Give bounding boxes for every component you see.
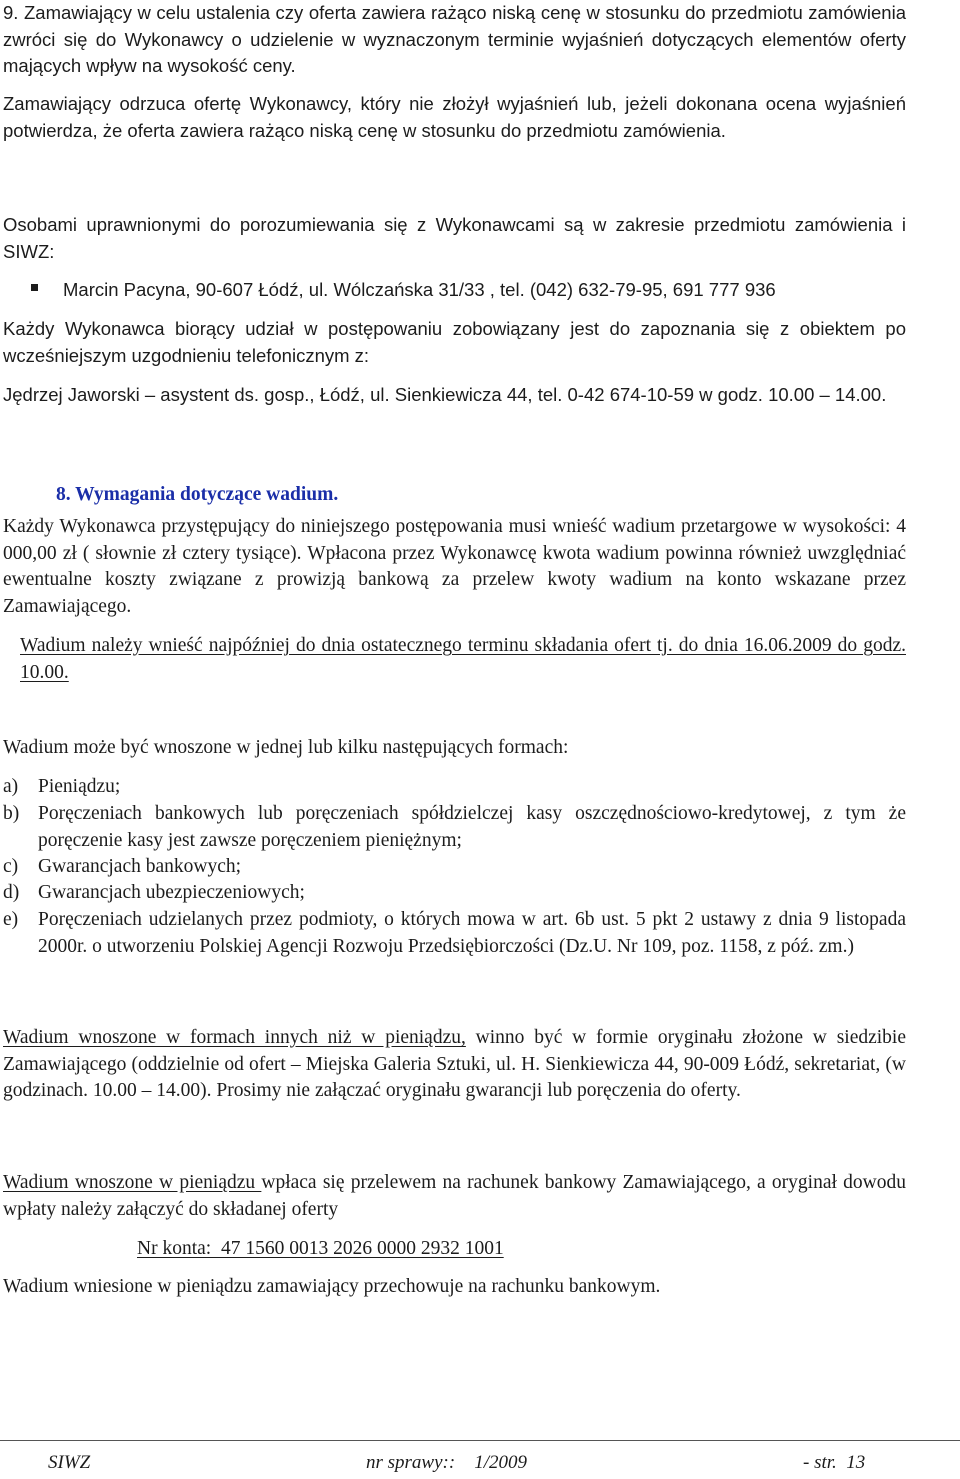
footer-doc-name: SIWZ [48,1452,91,1473]
bank-account-number: Nr konta: 47 1560 0013 2026 0000 2932 1001 [137,1238,504,1259]
section-heading-wadium: 8. Wymagania dotyczące wadium. [56,484,339,505]
footer-divider [0,1440,960,1441]
list-marker: d) [3,882,20,903]
list-item-text: Gwarancjach ubezpieczeniowych; [38,882,305,903]
square-bullet-icon [31,284,38,291]
list-item-text: Pieniądzu; [38,776,121,797]
footer-page-number: - str. 13 [803,1452,866,1473]
list-marker: e) [3,909,19,930]
paragraph-contact-persons: Osobami uprawnionymi do porozumiewania się z Wykonawcami są w zakresie przedmiotu zamówienia i SIWZ: [3,214,906,262]
cash-wadium-underlined: Wadium wnoszone w pieniądzu [3,1172,262,1193]
paragraph-site-contact: Jędrzej Jaworski – asystent ds. gosp., Łódź, ul. Sienkiewicza 44, tel. 0-42 674-10-59 w godz. 10.00 – 14.00. [3,384,887,405]
list-marker: c) [3,856,19,877]
paragraph-price-explanation: 9. Zamawiający w celu ustalenia czy oferta zawiera rażąco niską cenę w stosunku do przedmiotu zamówienia zwróci się do Wykonawcy o udzielenie w wyznaczonym terminie wyjaśnień dotyczących elementów oferty mających wpływ na wysokość ceny. [3,2,906,76]
paragraph-wadium-deadline: Wadium należy wnieść najpóźniej do dnia ostatecznego terminu składania ofert tj. do dnia 16.06.2009 do godz. 10.00. [20,635,906,683]
footer-case-number: nr sprawy:: 1/2009 [366,1452,527,1473]
list-marker: a) [3,776,19,797]
contact-bullet: Marcin Pacyna, 90-607 Łódź, ul. Wólczańska 31/33 , tel. (042) 632-79-95, 691 777 936 [63,279,776,300]
non-cash-wadium-underlined: Wadium wnoszone w formach innych niż w pieniądzu, [3,1027,466,1048]
paragraph-site-visit: Każdy Wykonawca biorący udział w postępowaniu zobowiązany jest do zapoznania się z obiektem po wcześniejszym uzgodnieniu telefonicznym z: [3,318,906,366]
paragraph-wadium-amount: Każdy Wykonawca przystępujący do niniejszego postępowania musi wnieść wadium przetargowe w wysokości: 4 000,00 zł ( słownie zł cztery tysiące). Wpłacona przez Wykonawcę kwota wadium powinna również uwzględniać ewentualne koszty związane z prowizją bankową za przelew kwoty wadium na konto wskazane przez Zamawiającego. [3,516,906,617]
paragraph-wadium-storage: Wadium wniesione w pieniądzu zamawiający przechowuje na rachunku bankowym. [3,1276,661,1297]
paragraph-offer-rejection: Zamawiający odrzuca ofertę Wykonawcy, który nie złożył wyjaśnień lub, jeżeli dokonana ocena wyjaśnień potwierdza, że oferta zawiera rażąco niską cenę w stosunku do przedmiotu zamówienia. [3,93,906,141]
list-marker: b) [3,803,20,824]
list-item-text: Poręczeniach bankowych lub poręczeniach spółdzielczej kasy oszczędnościowo-kredytowej, z tym że poręczenie kasy jest zawsze poręczeniem pieniężnym; [38,803,906,851]
paragraph-cash-wadium [3,1170,906,1223]
list-item-text: Poręczeniach udzielanych przez podmioty, o których mowa w art. 6b ust. 5 pkt 2 ustawy z dnia 9 listopada 2000r. o utworzeniu Polskiej Agencji Rozwoju Przedsiębiorczości (Dz.U. Nr 109, poz. 1158, z póź. zm.) [38,909,906,957]
paragraph-forms-intro: Wadium może być wnoszone w jednej lub kilku następujących formach: [3,737,569,758]
paragraph-non-cash-wadium [3,1025,906,1105]
list-item-text: Gwarancjach bankowych; [38,856,242,877]
non-cash-wadium-text: winno być w formie oryginału złożone w siedzibie Zamawiającego (oddzielnie od ofert – Miejska Galeria Sztuki, ul. H. Sienkiewicza 44, 90-009 Łódź, sekretariat, (w godzinach. 10.00 – 14.00). Prosimy nie załączać oryginału gwarancji lub poręczenia do oferty. [3,1027,906,1101]
cash-wadium-text: wpłaca się przelewem na rachunek bankowy Zamawiającego, a oryginał dowodu wpłaty należy załączyć do składanej oferty [3,1172,906,1220]
